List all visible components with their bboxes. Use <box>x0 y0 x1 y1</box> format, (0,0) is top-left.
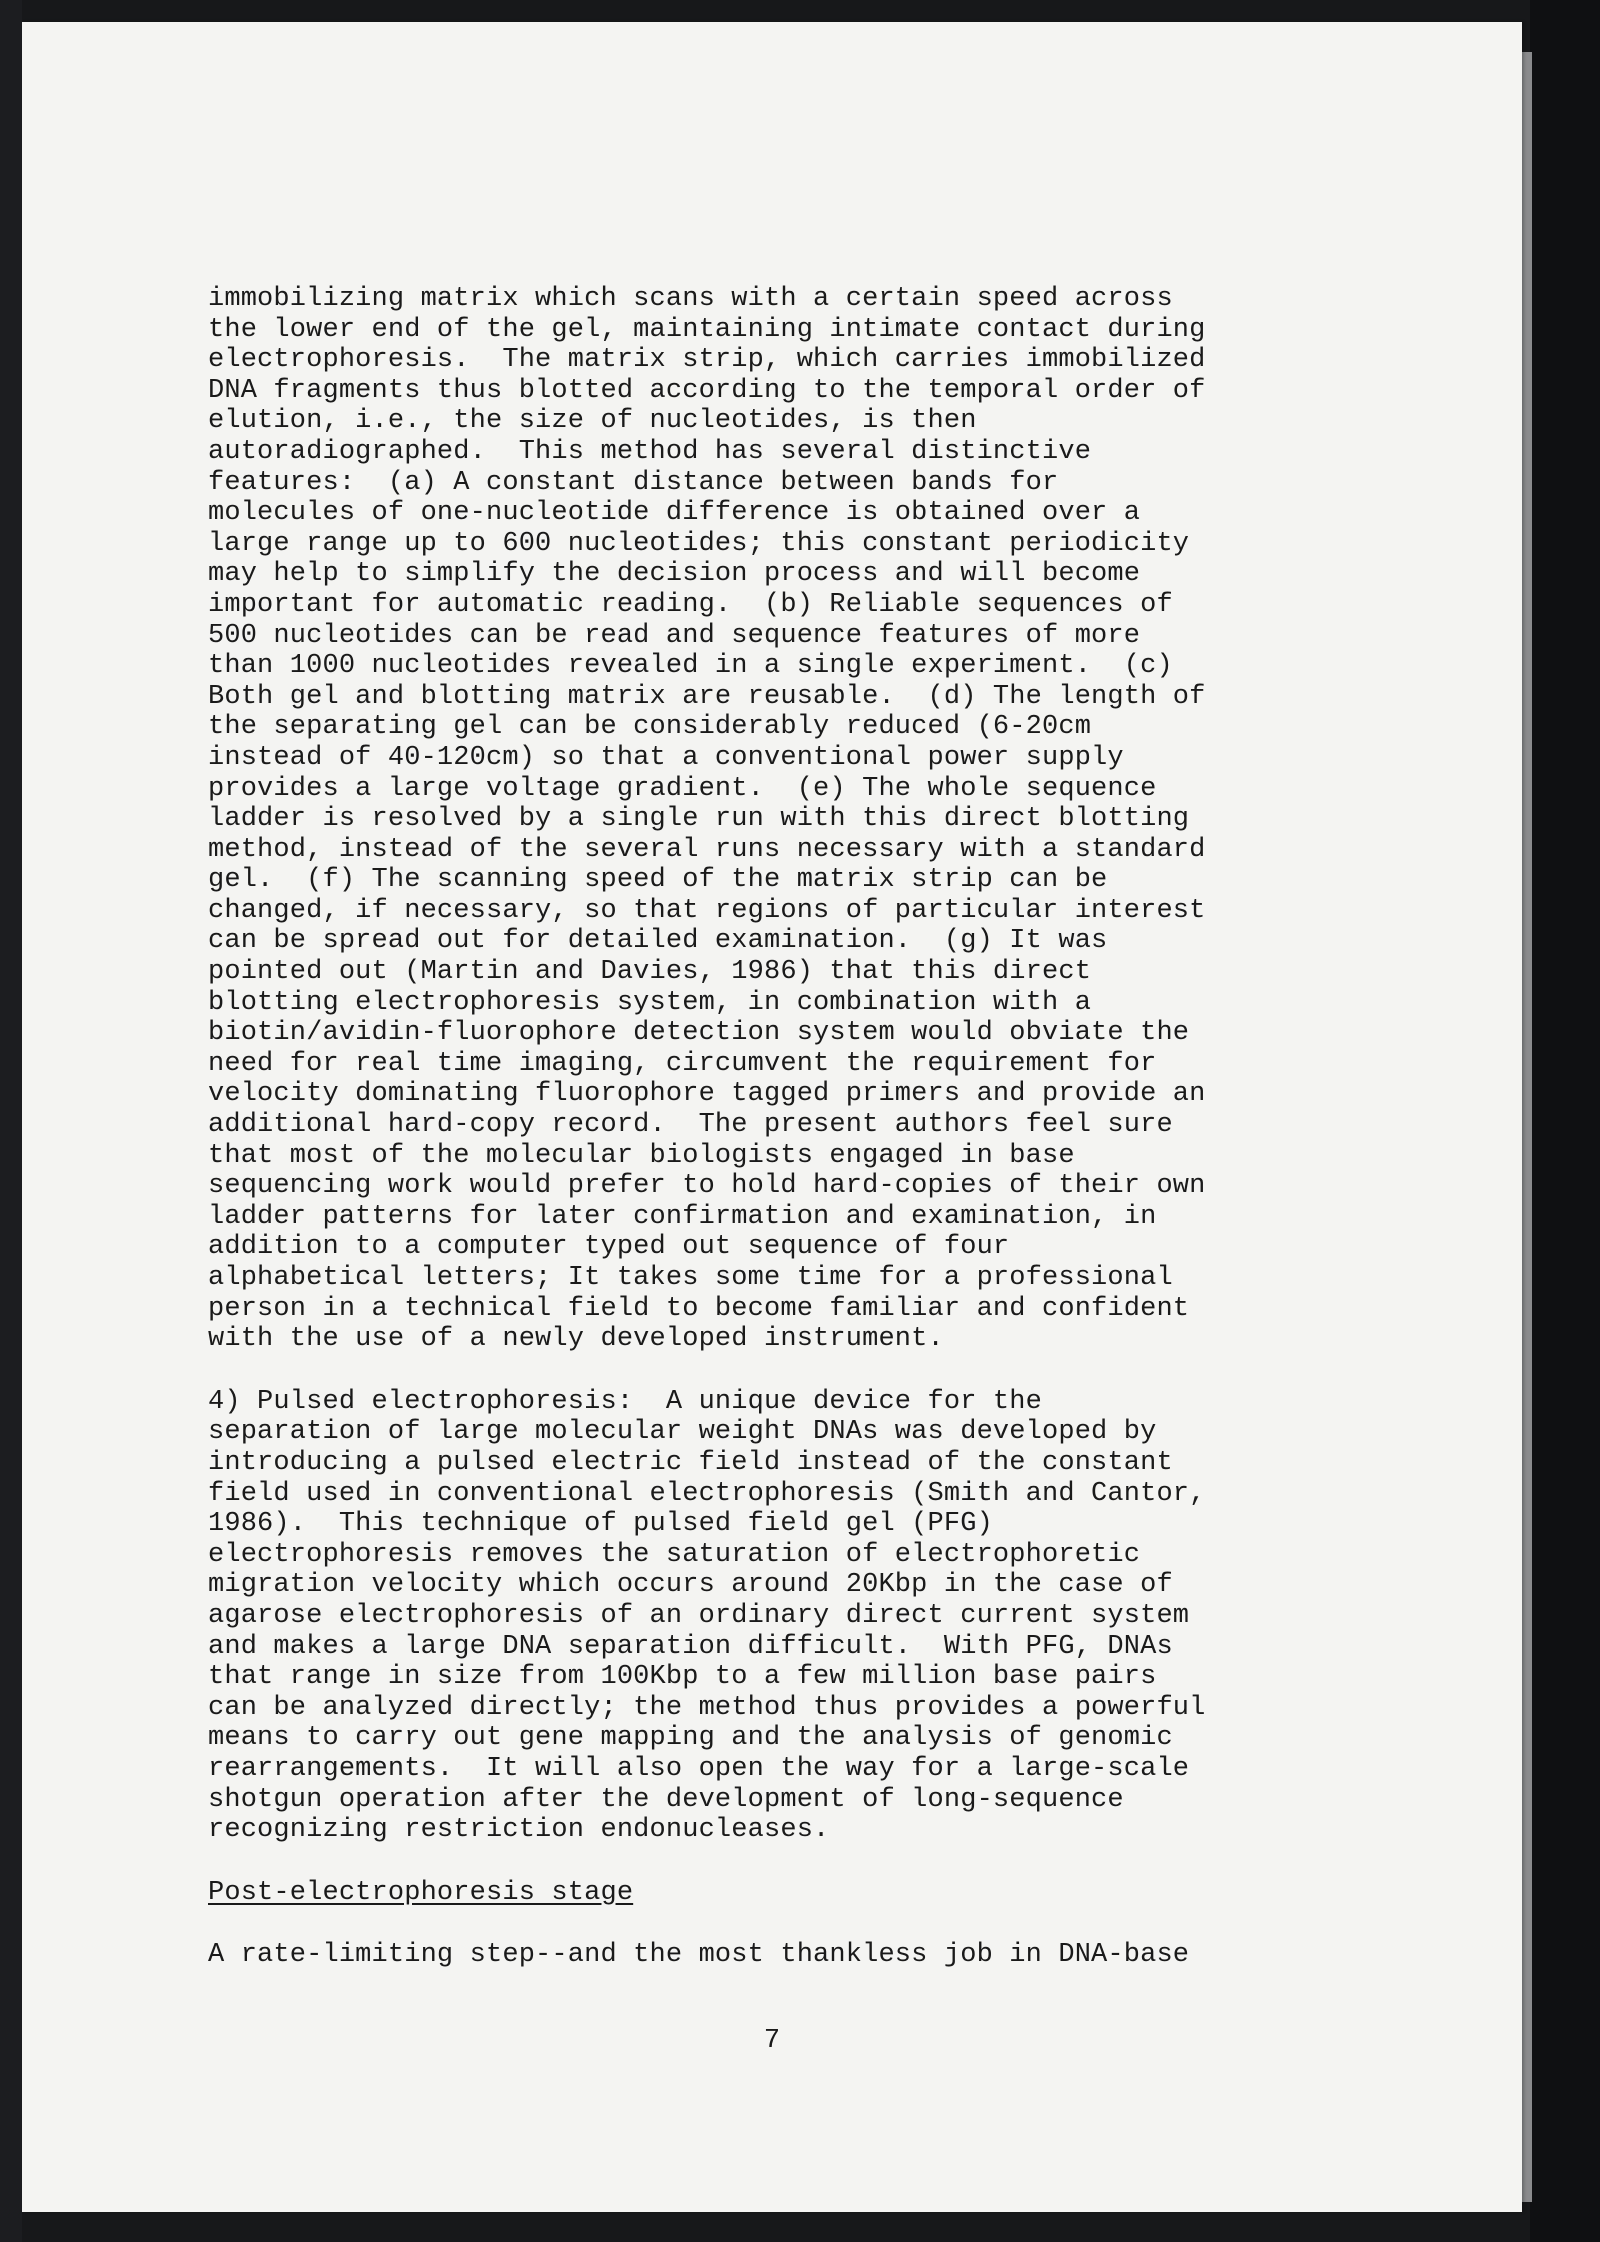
section-heading: Post-electrophoresis stage <box>208 1877 634 1908</box>
text-line: the separating gel can be considerably reduced (6-20cm <box>208 712 1092 743</box>
text-line: molecules of one-nucleotide difference is obtained over a <box>208 498 1141 529</box>
text-line: addition to a computer typed out sequence of four <box>208 1232 1010 1263</box>
text-line: shotgun operation after the development of long-sequence <box>208 1784 1124 1815</box>
paragraph-spacer <box>208 1908 1368 1940</box>
text-line: provides a large voltage gradient. (e) The whole sequence <box>208 773 1157 804</box>
text-line: and makes a large DNA separation difficult. With PFG, DNAs <box>208 1631 1173 1662</box>
text-line: need for real time imaging, circumvent the requirement for <box>208 1048 1157 1079</box>
text-line: field used in conventional electrophoresis (Smith and Cantor, <box>208 1478 1206 1509</box>
paragraph-blotting-method <box>208 284 1368 1355</box>
text-line: electrophoresis removes the saturation of electrophoretic <box>208 1539 1141 1570</box>
text-line: that range in size from 100Kbp to a few million base pairs <box>208 1662 1157 1693</box>
text-line: than 1000 nucleotides revealed in a single experiment. (c) <box>208 651 1173 682</box>
text-line: instead of 40-120cm) so that a conventional power supply <box>208 742 1124 773</box>
page-body-text <box>208 284 1368 1971</box>
text-line: velocity dominating fluorophore tagged primers and provide an <box>208 1079 1206 1110</box>
text-line: pointed out (Martin and Davies, 1986) that this direct <box>208 957 1092 988</box>
text-line: can be spread out for detailed examination. (g) It was <box>208 926 1108 957</box>
paragraph-spacer <box>208 1355 1368 1387</box>
text-line: agarose electrophoresis of an ordinary direct current system <box>208 1600 1190 1631</box>
scan-background-right <box>1530 0 1600 2242</box>
text-line: A rate-limiting step--and the most thankless job in DNA-base <box>208 1940 1190 1971</box>
paragraph-post-electrophoresis <box>208 1940 1368 1971</box>
text-line: blotting electrophoresis system, in combination with a <box>208 987 1092 1018</box>
text-line: means to carry out gene mapping and the analysis of genomic <box>208 1723 1173 1754</box>
text-line: 4) Pulsed electrophoresis: A unique device for the <box>208 1386 1042 1417</box>
text-line: electrophoresis. The matrix strip, which carries immobilized <box>208 345 1206 376</box>
text-line: 500 nucleotides can be read and sequence features of more <box>208 620 1141 651</box>
text-line: introducing a pulsed electric field instead of the constant <box>208 1447 1173 1478</box>
paragraph-pulsed-electrophoresis <box>208 1387 1368 1846</box>
text-line: autoradiographed. This method has several distinctive <box>208 436 1092 467</box>
text-line: recognizing restriction endonucleases. <box>208 1815 830 1846</box>
text-line: the lower end of the gel, maintaining intimate contact during <box>208 314 1206 345</box>
text-line: additional hard-copy record. The present authors feel sure <box>208 1110 1173 1141</box>
text-line: ladder is resolved by a single run with this direct blotting <box>208 804 1190 835</box>
text-line: biotin/avidin-fluorophore detection system would obviate the <box>208 1018 1190 1049</box>
text-line: with the use of a newly developed instrument. <box>208 1324 944 1355</box>
text-line: 1986). This technique of pulsed field gel (PFG) <box>208 1509 993 1540</box>
text-line: large range up to 600 nucleotides; this constant periodicity <box>208 528 1190 559</box>
text-line: changed, if necessary, so that regions of particular interest <box>208 895 1206 926</box>
text-line: rearrangements. It will also open the way for a large-scale <box>208 1753 1190 1784</box>
text-line: ladder patterns for later confirmation and examination, in <box>208 1201 1157 1232</box>
text-line: important for automatic reading. (b) Reliable sequences of <box>208 589 1173 620</box>
text-line: that most of the molecular biologists engaged in base <box>208 1140 1075 1171</box>
text-line: immobilizing matrix which scans with a certain speed across <box>208 284 1173 314</box>
text-line: Both gel and blotting matrix are reusable. (d) The length of <box>208 681 1206 712</box>
text-line: can be analyzed directly; the method thus provides a powerful <box>208 1692 1206 1723</box>
text-line: elution, i.e., the size of nucleotides, is then <box>208 406 977 437</box>
scan-background-left <box>0 0 22 2242</box>
text-line: sequencing work would prefer to hold hard-copies of their own <box>208 1171 1206 1202</box>
text-line: separation of large molecular weight DNAs was developed by <box>208 1417 1157 1448</box>
text-line: may help to simplify the decision process and will become <box>208 559 1141 590</box>
text-line: alphabetical letters; It takes some time for a professional <box>208 1263 1173 1293</box>
text-line: migration velocity which occurs around 20Kbp in the case of <box>208 1570 1173 1601</box>
page-number: 7 <box>763 2026 781 2056</box>
paragraph-spacer <box>208 1846 1368 1878</box>
text-line: method, instead of the several runs necessary with a standard <box>208 834 1206 865</box>
text-line: person in a technical field to become familiar and confident <box>208 1293 1190 1324</box>
text-line: features: (a) A constant distance between bands for <box>208 467 1059 498</box>
text-line: gel. (f) The scanning speed of the matrix strip can be <box>208 865 1108 896</box>
document-page <box>22 22 1522 2212</box>
text-line: DNA fragments thus blotted according to the temporal order of <box>208 375 1206 406</box>
